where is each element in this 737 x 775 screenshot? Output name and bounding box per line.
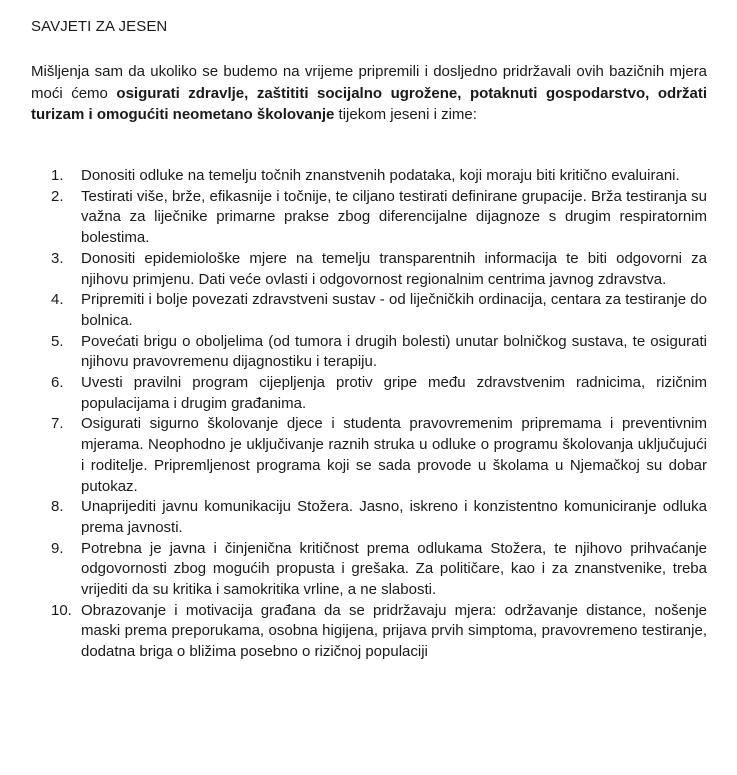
list-item-number: 4. <box>51 291 64 309</box>
list-item-text: Pripremiti i bolje povezati zdravstveni sustav - od liječničkih ordinacija, centara za testiranje do bolnica. <box>81 291 707 329</box>
list-item <box>31 601 707 663</box>
intro-text-start: Mišljenja sam da ukoliko se budemo na vrijeme pripremili i dosljedno pridržavali ovih bazičnih mjera moći ćemo <box>31 63 707 102</box>
list-item-number: 7. <box>51 415 64 433</box>
list-item-text: Donositi epidemiološke mjere na temelju transparentnih informacija te biti odgovorni za njihovu primjenu. Dati veće ovlasti i odgovornost regionalnim centrima javnog zdravstva. <box>81 249 707 288</box>
list-item-number: 1. <box>51 167 64 184</box>
intro-paragraph <box>31 61 707 126</box>
list-item <box>31 187 707 249</box>
list-item <box>31 249 707 290</box>
list-item <box>31 332 707 373</box>
list-item-text: Donositi odluke na temelju točnih znanstvenih podataka, koji moraju biti kritično evaluirani. <box>81 167 680 184</box>
list-item <box>31 290 707 331</box>
list-item-number: 9. <box>51 539 64 557</box>
list-item-text: Obrazovanje i motivacija građana da se pridržavaju mjera: održavanje distance, nošenje maski prema preporukama, osobna higijena, prijava prvih simptoma, pravovremeno testiranje, dodatna briga o bližima posebno o rizičnoj populaciji <box>81 601 707 661</box>
list-item <box>31 497 707 538</box>
list-item-number: 6. <box>51 374 64 392</box>
list-item <box>31 166 707 187</box>
list-item-text: Unaprijediti javnu komunikaciju Stožera. Jasno, iskreno i konzistentno komuniciranje odluka prema javnosti. <box>81 498 707 536</box>
document-title: SAVJETI ZA JESEN <box>31 18 168 35</box>
list-item-text: Uvesti pravilni program cijepljenja protiv gripe među zdravstvenim radnicima, rizičnim populacijama i drugim građanima. <box>81 374 707 412</box>
list-item <box>31 373 707 414</box>
advice-list <box>31 166 707 663</box>
list-item-text: Testirati više, brže, efikasnije i točnije, te ciljano testirati definirane grupacije. Brža testiranja su važna za liječnike primarne prakse zbog diferencijalne dijagnoze s drugim respiratornim bolestima. <box>81 187 707 247</box>
list-item-number: 2. <box>51 187 64 205</box>
intro-text-end: tijekom jeseni i zime: <box>334 106 477 123</box>
list-item <box>31 414 707 497</box>
list-item-number: 8. <box>51 498 64 516</box>
list-item-number: 5. <box>51 332 64 350</box>
list-item-text: Potrebna je javna i činjenična kritičnost prema odlukama Stožera, te njihovo prihvaćanje odgovornosti zbog mogućih propusta i grešaka. Za političare, kao i za znanstvenike, treba vrijediti da su kritika i samokritika vrline, a ne slabosti. <box>81 539 707 599</box>
list-item-text: Povećati brigu o oboljelima (od tumora i drugih bolesti) unutar bolničkog sustava, te osigurati njihovu pravovremenu dijagnostiku i terapiju. <box>81 332 707 371</box>
list-item-text: Osigurati sigurno školovanje djece i studenta pravovremenim pripremama i preventivnim mjerama. Neophodno je uključivanje raznih struka u odluke o programu školovanja uključujući i roditelje. Pripremljenost programa koji se sada provode u školama u Njemačkoj su dobar putokaz. <box>81 415 707 495</box>
intro-bold-goals: osigurati zdravlje, zaštititi socijalno ugrožene, potaknuti gospodarstvo, održati turizam i omogućiti neometano školovanje <box>31 84 707 123</box>
list-item-number: 3. <box>51 249 64 267</box>
list-item <box>31 539 707 601</box>
list-item-number: 10. <box>51 601 72 619</box>
